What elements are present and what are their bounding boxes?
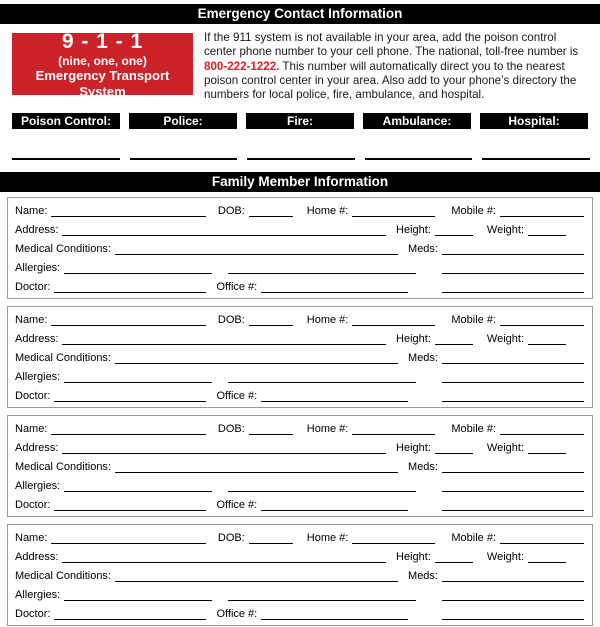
meds-fill-line-2	[442, 380, 584, 383]
home-phone-fill-line	[352, 541, 435, 544]
name-fill-line	[51, 432, 205, 435]
member-row-allergies	[15, 367, 584, 386]
office-phone-fill-line	[261, 290, 408, 293]
medical-conditions-label: Medical Conditions:	[15, 352, 111, 365]
mobile-phone-fill-line	[500, 214, 584, 217]
office-phone-fill-line	[261, 399, 408, 402]
allergies-label: Allergies:	[15, 589, 61, 602]
name-label: Name:	[15, 314, 48, 327]
weight-fill-line	[528, 342, 566, 345]
hospital-fill-line	[482, 156, 590, 160]
police-fill-line	[130, 156, 238, 160]
height-fill-line	[435, 233, 473, 236]
allergies-label: Allergies:	[15, 480, 61, 493]
medical-conditions-fill-line	[115, 361, 398, 364]
member-row-doctor	[15, 604, 584, 623]
allergies-fill-line	[64, 380, 212, 383]
weight-fill-line	[528, 560, 566, 563]
doctor-fill-line	[54, 617, 206, 620]
dob-fill-line	[249, 541, 293, 544]
meds-label: Meds:	[408, 461, 438, 474]
medical-conditions-label: Medical Conditions:	[15, 461, 111, 474]
name-label: Name:	[15, 205, 48, 218]
doctor-fill-line	[54, 399, 206, 402]
home-phone-label: Home #:	[306, 423, 349, 436]
doctor-label: Doctor:	[15, 499, 51, 512]
doctor-fill-line	[54, 290, 206, 293]
home-phone-fill-line	[352, 432, 435, 435]
address-fill-line	[62, 451, 386, 454]
family-member-box	[7, 415, 593, 517]
poison-control-phone-number: 800-222-1222.	[204, 59, 280, 73]
mobile-phone-fill-line	[500, 541, 584, 544]
height-label: Height:	[396, 333, 431, 346]
member-row-medical	[15, 457, 584, 476]
member-row-doctor	[15, 495, 584, 514]
meds-label: Meds:	[408, 352, 438, 365]
meds-fill-line	[442, 361, 584, 364]
meds-fill-line	[442, 470, 584, 473]
meds-fill-line-3	[442, 617, 584, 620]
name-fill-line	[51, 323, 205, 326]
weight-label: Weight:	[486, 224, 524, 237]
member-row-medical	[15, 348, 584, 367]
nine-one-one-number: 9 - 1 - 1	[61, 30, 144, 53]
name-fill-line	[51, 214, 205, 217]
weight-fill-line	[528, 233, 566, 236]
weight-label: Weight:	[486, 442, 524, 455]
dob-fill-line	[249, 214, 293, 217]
medical-conditions-fill-line	[115, 470, 398, 473]
allergies-fill-line-2	[228, 271, 416, 274]
dob-label: DOB:	[217, 423, 245, 436]
member-row-doctor	[15, 386, 584, 405]
height-label: Height:	[396, 551, 431, 564]
member-row-medical	[15, 239, 584, 258]
office-phone-fill-line	[261, 617, 408, 620]
meds-fill-line-2	[442, 489, 584, 492]
home-phone-fill-line	[352, 323, 435, 326]
family-member-box	[7, 524, 593, 626]
member-row-address	[15, 220, 584, 239]
height-fill-line	[435, 342, 473, 345]
allergies-label: Allergies:	[15, 371, 61, 384]
meds-fill-line-3	[442, 290, 584, 293]
dob-label: DOB:	[217, 314, 245, 327]
address-fill-line	[62, 560, 386, 563]
allergies-fill-line	[64, 271, 212, 274]
emergency-transport-caption: Emergency Transport System	[35, 68, 170, 99]
height-fill-line	[435, 451, 473, 454]
member-row-name	[15, 310, 584, 329]
mobile-phone-fill-line	[500, 432, 584, 435]
address-fill-line	[62, 233, 386, 236]
dob-fill-line	[249, 323, 293, 326]
medical-conditions-label: Medical Conditions:	[15, 243, 111, 256]
office-phone-label: Office #:	[216, 390, 258, 403]
address-label: Address:	[15, 224, 59, 237]
address-label: Address:	[15, 551, 59, 564]
height-fill-line	[435, 560, 473, 563]
intro-section	[12, 31, 592, 102]
member-row-name	[15, 528, 584, 547]
name-fill-line	[51, 541, 205, 544]
dob-fill-line	[249, 432, 293, 435]
office-phone-fill-line	[261, 508, 408, 511]
member-row-medical	[15, 566, 584, 585]
address-label: Address:	[15, 333, 59, 346]
member-row-address	[15, 547, 584, 566]
ambulance-label: Ambulance:	[363, 113, 471, 129]
nine-one-one-pronunciation: (nine, one, one)	[58, 54, 147, 68]
member-row-name	[15, 201, 584, 220]
office-phone-label: Office #:	[216, 281, 258, 294]
height-label: Height:	[396, 224, 431, 237]
nine-one-one-box	[12, 30, 193, 99]
contact-fill-lines-row	[12, 129, 590, 160]
allergies-fill-line-2	[228, 489, 416, 492]
poison-control-instructions	[204, 31, 592, 102]
meds-fill-line	[442, 252, 584, 255]
doctor-label: Doctor:	[15, 608, 51, 621]
poison-control-label: Poison Control:	[12, 113, 120, 129]
contact-labels-row	[12, 113, 588, 129]
meds-fill-line-2	[442, 598, 584, 601]
doctor-fill-line	[54, 508, 206, 511]
home-phone-label: Home #:	[306, 205, 349, 218]
home-phone-fill-line	[352, 214, 435, 217]
meds-fill-line-2	[442, 271, 584, 274]
member-row-doctor	[15, 277, 584, 296]
member-row-address	[15, 329, 584, 348]
name-label: Name:	[15, 423, 48, 436]
member-row-address	[15, 438, 584, 457]
hospital-label: Hospital:	[480, 113, 588, 129]
emergency-section-header: Emergency Contact Information	[0, 4, 600, 24]
mobile-phone-label: Mobile #:	[451, 423, 496, 436]
allergies-fill-line	[64, 598, 212, 601]
home-phone-label: Home #:	[306, 532, 349, 545]
member-row-allergies	[15, 476, 584, 495]
instructions-text-before: If the 911 system is not available in your area, add the poison control center phone number to your cell phone. The national, toll-free number is	[204, 31, 579, 59]
medical-conditions-fill-line	[115, 579, 398, 582]
height-label: Height:	[396, 442, 431, 455]
mobile-phone-fill-line	[500, 323, 584, 326]
meds-fill-line	[442, 579, 584, 582]
family-section-header: Family Member Information	[0, 172, 600, 192]
office-phone-label: Office #:	[216, 499, 258, 512]
allergies-fill-line-2	[228, 380, 416, 383]
doctor-label: Doctor:	[15, 390, 51, 403]
meds-fill-line-3	[442, 399, 584, 402]
mobile-phone-label: Mobile #:	[451, 205, 496, 218]
weight-fill-line	[528, 451, 566, 454]
family-members-list	[7, 197, 593, 626]
mobile-phone-label: Mobile #:	[451, 314, 496, 327]
doctor-label: Doctor:	[15, 281, 51, 294]
dob-label: DOB:	[217, 205, 245, 218]
weight-label: Weight:	[486, 551, 524, 564]
meds-fill-line-3	[442, 508, 584, 511]
allergies-fill-line-2	[228, 598, 416, 601]
meds-label: Meds:	[408, 570, 438, 583]
mobile-phone-label: Mobile #:	[451, 532, 496, 545]
home-phone-label: Home #:	[306, 314, 349, 327]
address-label: Address:	[15, 442, 59, 455]
police-label: Police:	[129, 113, 237, 129]
fire-label: Fire:	[246, 113, 354, 129]
medical-conditions-fill-line	[115, 252, 398, 255]
office-phone-label: Office #:	[216, 608, 258, 621]
address-fill-line	[62, 342, 386, 345]
fire-fill-line	[247, 156, 355, 160]
weight-label: Weight:	[486, 333, 524, 346]
member-row-allergies	[15, 258, 584, 277]
dob-label: DOB:	[217, 532, 245, 545]
family-member-box	[7, 197, 593, 299]
poison-control-fill-line	[12, 156, 120, 160]
instructions-text-after: This number will automatically direct you to the nearest poison control center in your area. Also add to your phone’s directory the numbers for local police, fire, ambulance, and hospital.	[204, 59, 577, 102]
member-row-name	[15, 419, 584, 438]
ambulance-fill-line	[365, 156, 473, 160]
allergies-label: Allergies:	[15, 262, 61, 275]
name-label: Name:	[15, 532, 48, 545]
family-member-box	[7, 306, 593, 408]
member-row-allergies	[15, 585, 584, 604]
allergies-fill-line	[64, 489, 212, 492]
medical-conditions-label: Medical Conditions:	[15, 570, 111, 583]
meds-label: Meds:	[408, 243, 438, 256]
